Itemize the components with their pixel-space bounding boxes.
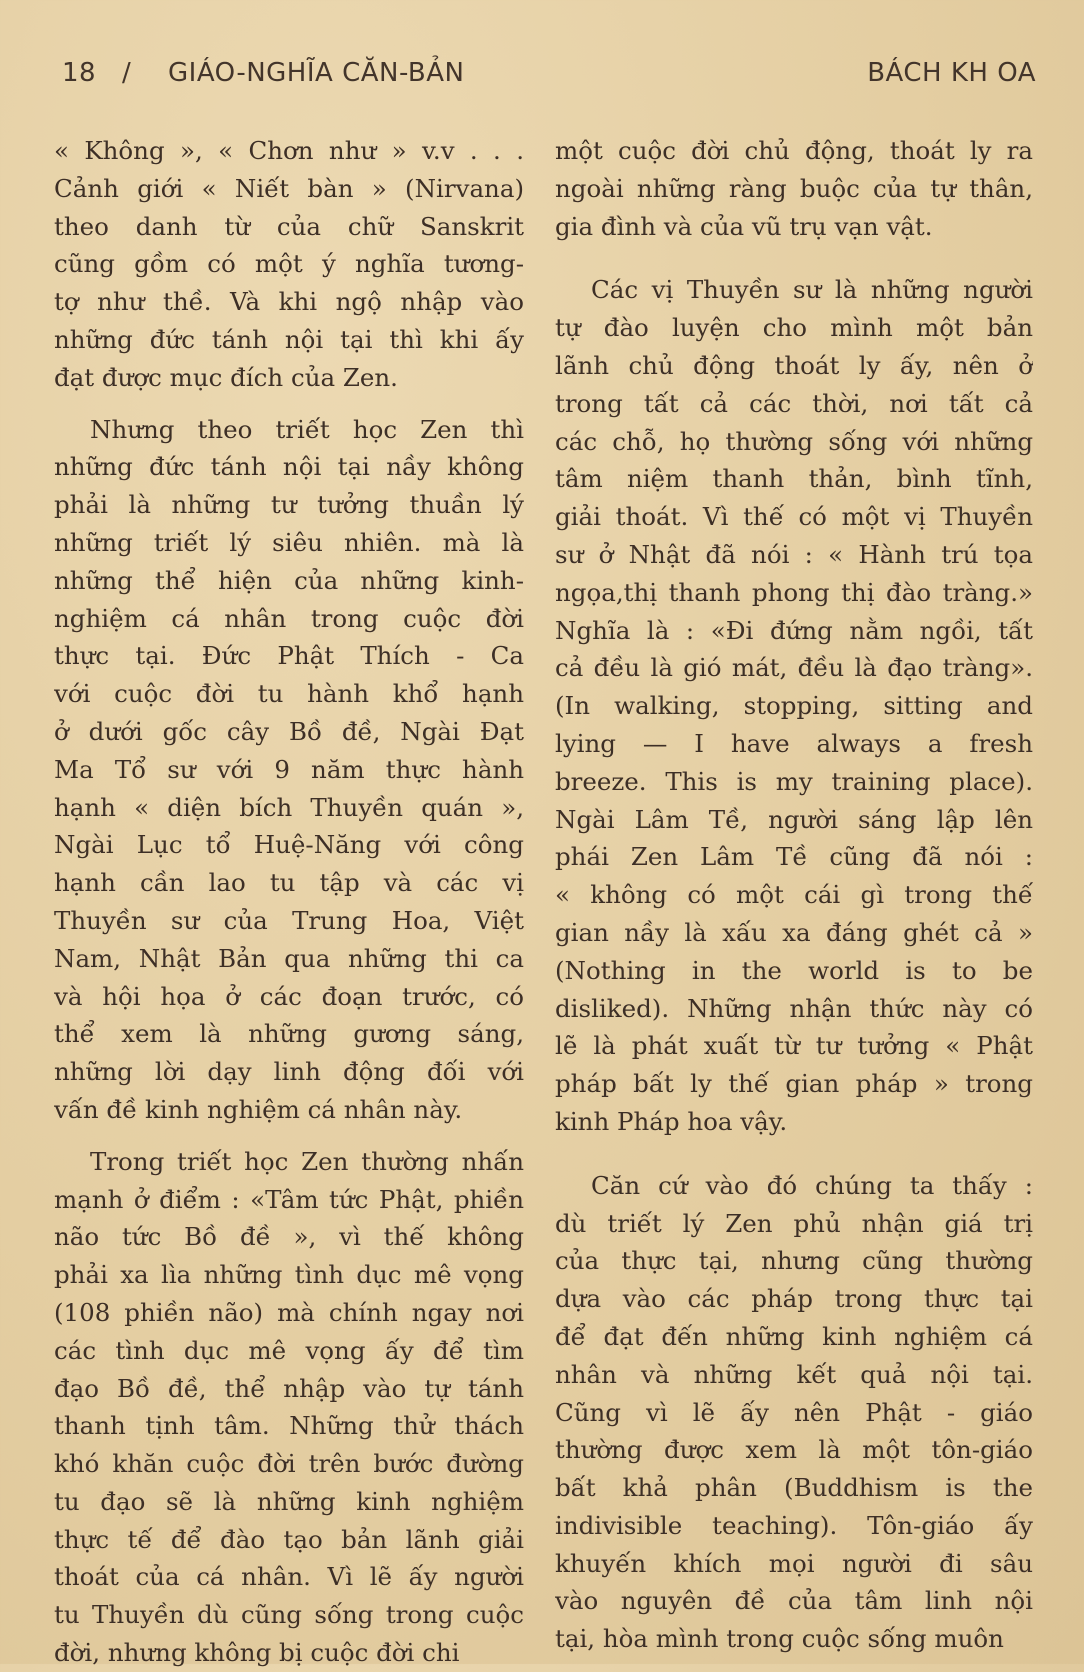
text-line: những lời dạy linh động đối với	[54, 1057, 524, 1087]
text-line: Nhưng theo triết học Zen thì	[90, 414, 524, 444]
left-column	[54, 132, 524, 1672]
text-line: Các vị Thuyền sư là những người	[591, 275, 1033, 305]
header-separator: /	[122, 58, 132, 88]
paragraph-gap	[555, 245, 1033, 271]
text-line: (108 phiền não) mà chính ngay nơi	[54, 1297, 524, 1327]
text-line: các tình dục mê vọng ấy để tìm	[54, 1335, 524, 1365]
text-line: của thực tại, nhưng cũng thường	[555, 1246, 1033, 1276]
paragraph	[555, 1167, 1033, 1658]
text-line: (Nothing in the world is to be	[555, 955, 1033, 985]
text-line: tu đạo sẽ là những kinh nghiệm	[54, 1486, 524, 1516]
text-line: với cuộc đời tu hành khổ hạnh	[54, 679, 524, 709]
text-line: thực tế để đào tạo bản lãnh giải	[54, 1524, 524, 1554]
text-line: vấn đề kinh nghiệm cá nhân này.	[54, 1094, 463, 1124]
text-line: thường được xem là một tôn-giáo	[555, 1435, 1033, 1465]
text-line: dù triết lý Zen phủ nhận giá trị	[555, 1208, 1033, 1238]
page-number: 18	[62, 58, 97, 88]
text-line: bất khả phân (Buddhism is the	[555, 1473, 1033, 1503]
text-line: phái Zen Lâm Tề cũng đã nói :	[555, 842, 1033, 872]
text-line: Nghĩa là : «Đi đứng nằm ngồi, tất	[555, 615, 1033, 645]
text-line: lãnh chủ động thoát ly ấy, nên ở	[555, 350, 1033, 380]
text-line: gian nầy là xấu xa đáng ghét cả »	[555, 917, 1033, 947]
text-line: lying — I have always a fresh	[555, 728, 1033, 758]
text-line: Ngài Lâm Tề, người sáng lập lên	[555, 804, 1033, 834]
text-line: Nam, Nhật Bản qua những thi ca	[54, 943, 524, 973]
text-line: thể xem là những gương sáng,	[54, 1019, 524, 1049]
text-line: Cảnh giới « Niết bàn » (Nirvana)	[54, 173, 524, 203]
text-line: giải thoát. Vì thế có một vị Thuyền	[555, 502, 1033, 532]
text-line: một cuộc đời chủ động, thoát ly ra	[555, 136, 1033, 165]
text-line: Ma Tổ sư với 9 năm thực hành	[54, 754, 524, 784]
paragraph	[54, 1143, 524, 1672]
text-line: disliked). Những nhận thức này có	[555, 993, 1033, 1023]
paragraph	[555, 271, 1033, 1140]
text-line: gia đình và của vũ trụ vạn vật.	[555, 211, 933, 241]
text-line: thanh tịnh tâm. Những thử thách	[54, 1411, 524, 1441]
text-line: Trong triết học Zen thường nhấn	[90, 1146, 524, 1176]
text-line: phải xa lìa những tình dục mê vọng	[54, 1260, 524, 1290]
text-line: nghiệm cá nhân trong cuộc đời	[54, 603, 524, 633]
text-line: vào nguyên đề của tâm linh nội	[555, 1586, 1033, 1616]
text-line: kinh Pháp hoa vậy.	[555, 1106, 788, 1136]
text-line: tợ như thề. Và khi ngộ nhập vào	[54, 287, 524, 317]
paragraph	[54, 411, 524, 1129]
text-line: đạt được mục đích của Zen.	[54, 362, 398, 392]
text-line: trong tất cả các thời, nơi tất cả	[555, 388, 1033, 418]
text-line: tâm niệm thanh thản, bình tĩnh,	[555, 464, 1033, 494]
text-line: theo danh từ của chữ Sanskrit	[54, 211, 524, 241]
text-line: indivisible teaching). Tôn-giáo ấy	[555, 1510, 1033, 1540]
text-line: ở dưới gốc cây Bồ đề, Ngài Đạt	[54, 716, 524, 746]
text-line: cả đều là gió mát, đều là đạo tràng».	[555, 653, 1033, 683]
text-line: những thể hiện của những kinh-	[54, 565, 524, 595]
text-line: đạo Bồ đề, thể nhập vào tự tánh	[54, 1373, 524, 1403]
text-line: tự đào luyện cho mình một bản	[555, 313, 1033, 343]
paragraph-gap	[555, 1141, 1033, 1167]
text-line: Ngài Lục tổ Huệ-Năng với công	[54, 830, 524, 860]
text-line: những triết lý siêu nhiên. mà là	[54, 527, 524, 557]
text-line: cũng gồm có một ý nghĩa tương-	[54, 249, 524, 279]
text-line: (In walking, stopping, sitting and	[555, 691, 1033, 721]
text-line: những đức tánh nội tại nầy không	[54, 452, 524, 482]
magazine-title: BÁCH KH OA	[867, 58, 1036, 88]
text-line: ngọa,thị thanh phong thị đào tràng.»	[555, 577, 1033, 607]
text-line: Thuyền sư của Trung Hoa, Việt	[54, 905, 524, 935]
text-line: Căn cứ vào đó chúng ta thấy :	[591, 1170, 1033, 1200]
book-title: GIÁO-NGHĨA CĂN-BẢN	[168, 58, 465, 88]
paragraph	[555, 132, 1033, 245]
text-line: não tức Bồ đề », vì thế không	[54, 1222, 524, 1252]
text-line: Cũng vì lẽ ấy nên Phật - giáo	[555, 1397, 1033, 1427]
text-line: dựa vào các pháp trong thực tại	[555, 1284, 1033, 1314]
text-line: sư ở Nhật đã nói : « Hành trú tọa	[555, 539, 1033, 569]
text-line: hạnh « diện bích Thuyền quán »,	[54, 792, 524, 822]
paragraph-gap	[54, 397, 524, 411]
paragraph-gap	[54, 1129, 524, 1143]
text-line: các chỗ, họ thường sống với những	[555, 426, 1033, 456]
text-line: mạnh ở điểm : «Tâm tức Phật, phiền	[54, 1184, 524, 1214]
text-line: những đức tánh nội tại thì khi ấy	[54, 324, 524, 354]
text-line: « không có một cái gì trong thế	[555, 880, 1033, 910]
text-line: thoát của cá nhân. Vì lẽ ấy người	[54, 1562, 524, 1592]
text-line: và hội họa ở các đoạn trước, có	[54, 981, 524, 1011]
text-line: « Không », « Chơn như » v.v . . .	[54, 136, 524, 165]
text-line: đời, nhưng không bị cuộc đời chi	[54, 1638, 460, 1668]
text-line: nhân và những kết quả nội tại.	[555, 1359, 1033, 1389]
text-line: lẽ là phát xuất từ tư tưởng « Phật	[555, 1031, 1033, 1061]
text-line: thực tại. Đức Phật Thích - Ca	[54, 641, 524, 671]
text-line: tại, hòa mình trong cuộc sống muôn	[555, 1624, 1004, 1654]
text-line: khó khăn cuộc đời trên bước đường	[54, 1449, 524, 1479]
text-line: pháp bất ly thế gian pháp » trong	[555, 1069, 1033, 1099]
text-line: để đạt đến những kinh nghiệm cá	[555, 1321, 1033, 1351]
text-line: khuyến khích mọi người đi sâu	[555, 1548, 1033, 1578]
text-line: ngoài những ràng buộc của tự thân,	[555, 173, 1033, 203]
text-line: hạnh cần lao tu tập và các vị	[54, 868, 524, 898]
text-line: tu Thuyền dù cũng sống trong cuộc	[54, 1600, 524, 1630]
text-line: phải là những tư tưởng thuần lý	[54, 490, 524, 520]
text-line: breeze. This is my training place).	[555, 766, 1033, 796]
paragraph	[54, 132, 524, 397]
page-header	[62, 58, 1036, 98]
right-column	[555, 132, 1033, 1658]
